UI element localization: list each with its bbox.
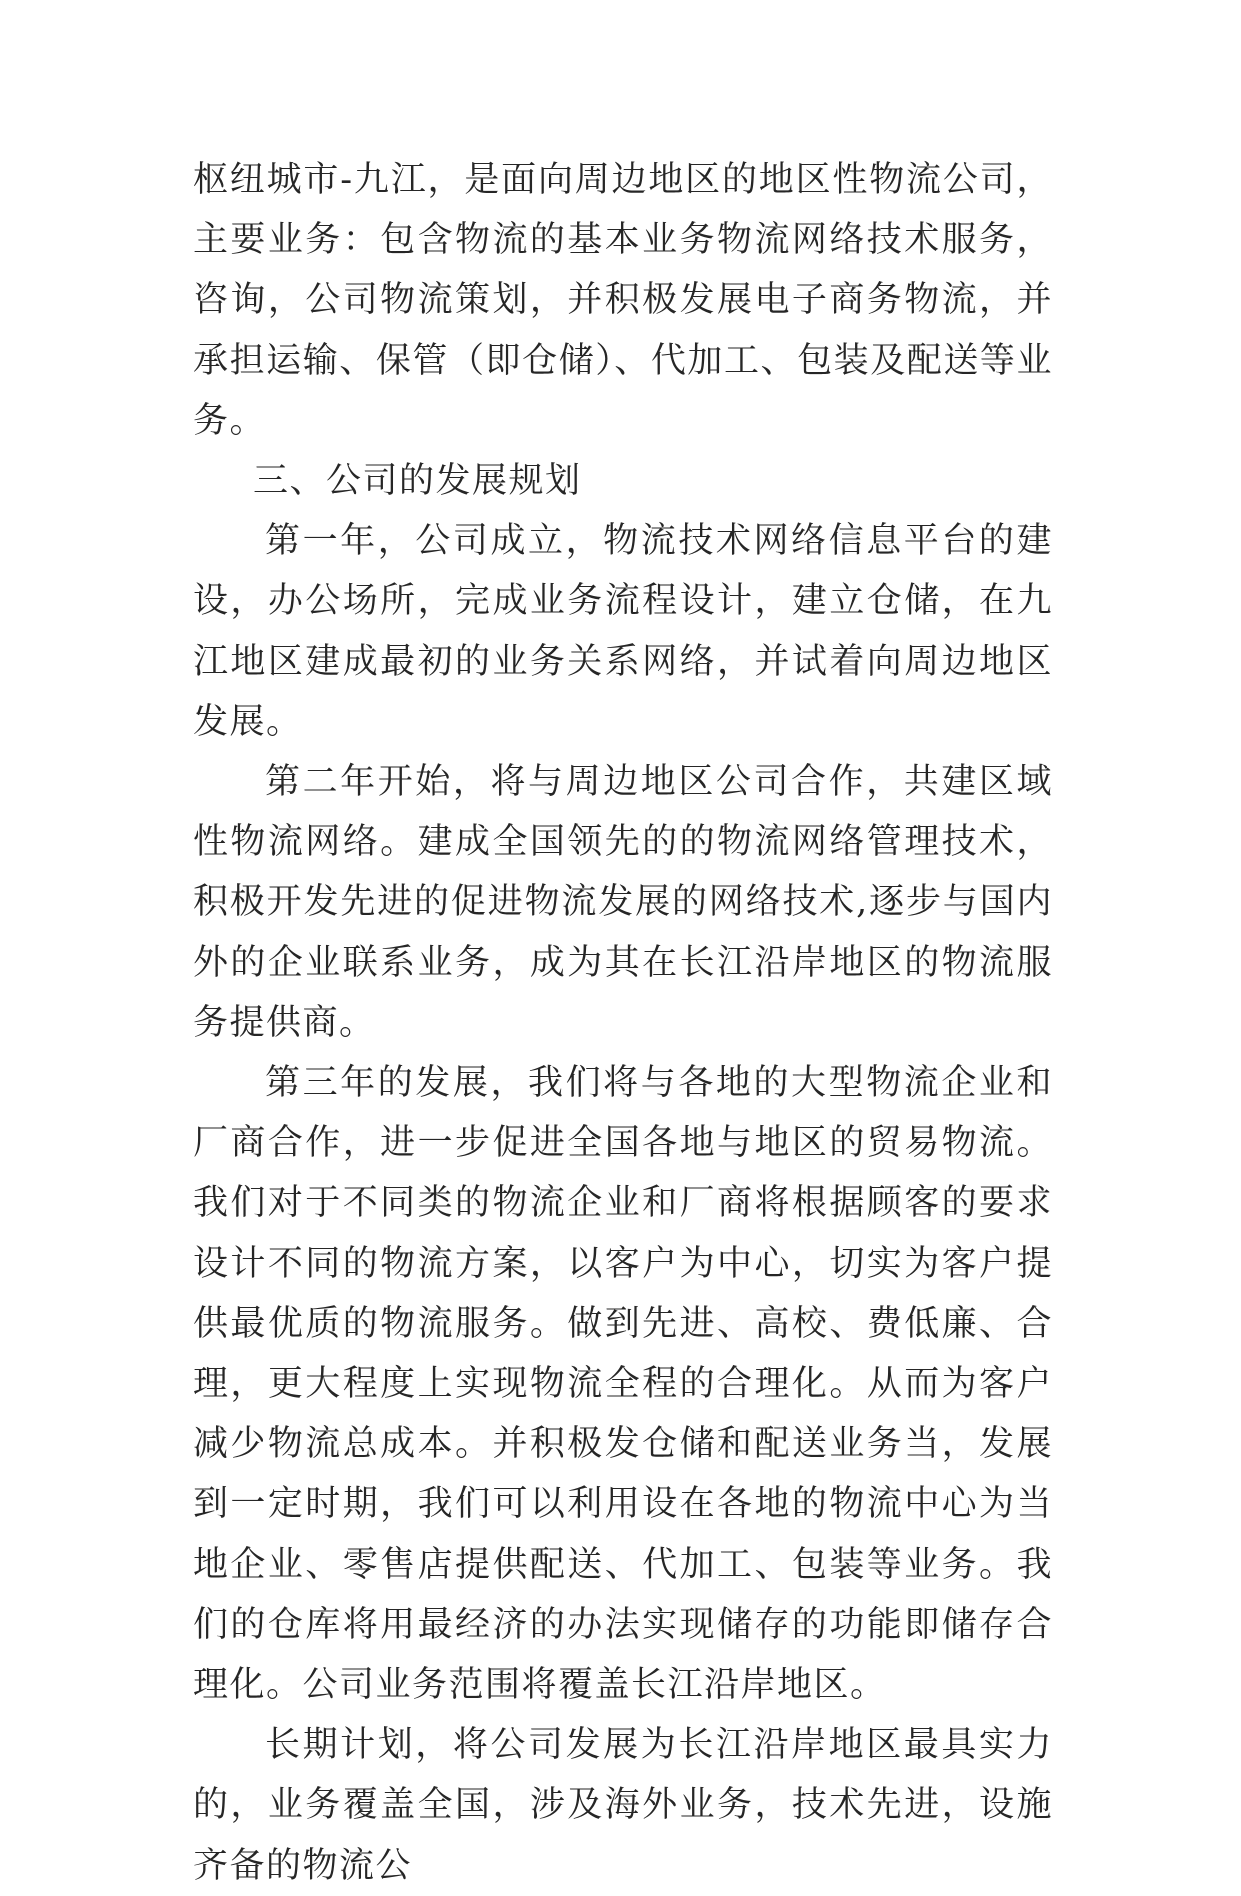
- paragraph-company-overview: 枢纽城市-九江，是面向周边地区的地区性物流公司，主要业务：包含物流的基本业务物流网络技术服务，咨询，公司物流策划，并积极发展电子商务物流，并承担运输、保管（即仓储）、代加工、包装及配送等业务。: [193, 160, 1053, 441]
- section-heading-development-plan: 三、公司的发展规划: [253, 461, 582, 502]
- paragraph-year-two: 第二年开始，将与周边地区公司合作，共建区域性物流网络。建成全国领先的的物流网络管理技术，积极开发先进的促进物流发展的网络技术,逐步与国内外的企业联系业务，成为其在长江沿岸地区的物流服务提供商。: [193, 762, 1053, 1043]
- paragraph-year-three: 第三年的发展，我们将与各地的大型物流企业和厂商合作，进一步促进全国各地与地区的贸易物流。我们对于不同类的物流企业和厂商将根据顾客的要求设计不同的物流方案，以客户为中心，切实为客户提供最优质的物流服务。做到先进、高校、费低廉、合理，更大程度上实现物流全程的合理化。从而为客户减少物流总成本。并积极发仓储和配送业务当，发展到一定时期，我们可以利用设在各地的物流中心为当地企业、零售店提供配送、代加工、包装等业务。我们的仓库将用最经济的办法实现储存的功能即储存合理化。公司业务范围将覆盖长江沿岸地区。: [193, 1063, 1053, 1706]
- paragraph-year-one: 第一年，公司成立，物流技术网络信息平台的建设，办公场所，完成业务流程设计，建立仓储，在九江地区建成最初的业务关系网络，并试着向周边地区发展。: [193, 521, 1053, 742]
- paragraph-long-term-plan: 长期计划，将公司发展为长江沿岸地区最具实力的，业务覆盖全国，涉及海外业务，技术先进，设施齐备的物流公: [193, 1725, 1053, 1886]
- document-body: [193, 150, 1053, 1896]
